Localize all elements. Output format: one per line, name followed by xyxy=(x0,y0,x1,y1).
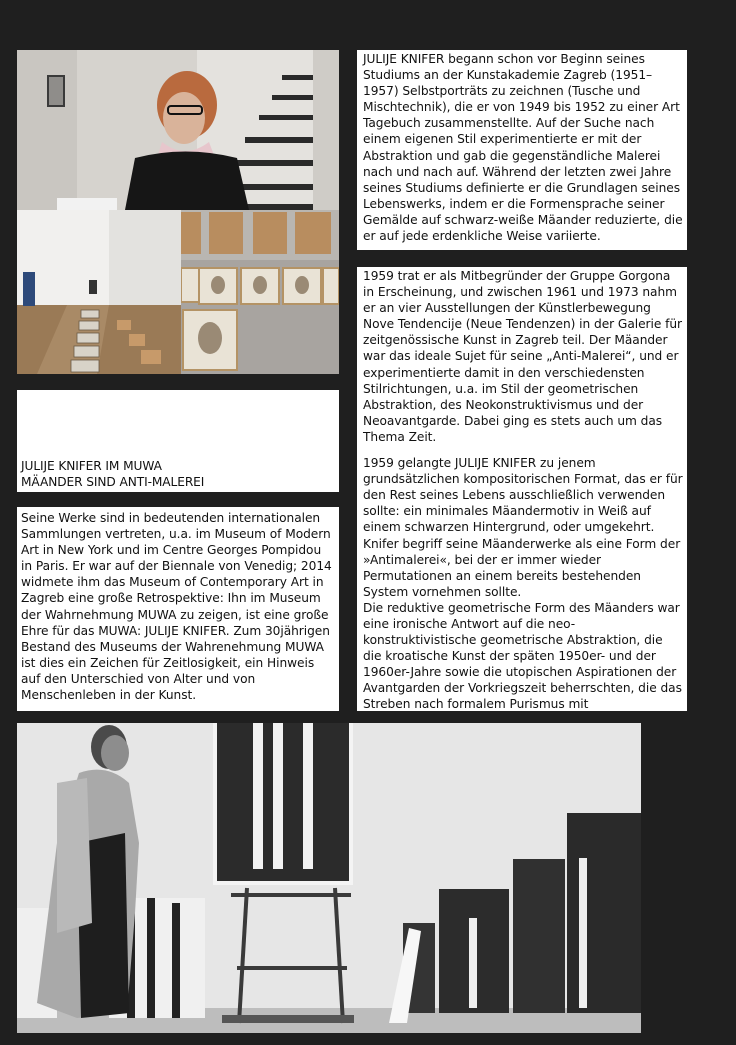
biography-paragraph-2: 1959 gelangte JULIJE KNIFER zu jenem grundsätzlichen kompositorischen Format, das er für den Rest seines Lebens ausschließlich verwenden sollte: ein minimales Mäandermotiv in Weiß auf einem schwarzen Hintergrund, oder umgekehrt. Knifer begriff seine Mäanderwerke als eine Form der »Antimalerei«, bei der er immer wieder Permutationen an einem bereits bestehenden System vornehmen sollte. xyxy=(363,456,683,599)
collections-paragraph: Seine Werke sind in bedeutenden internationalen Sammlungen vertreten, u.a. im Museum of Modern Art in New York und im Centre Georges Pompidou in Paris. Er war auf der Biennale von Venedig; 2014 widmete ihm das Museum of Contemporary Art in Zagreb eine große Retrospektive: Ihn im Museum der Wahrnehmung MUWA zu zeigen, ist eine große Ehre für das MUWA: JULIJE KNIFER. Zum 30jährigen Bestand des Museums der Wahrenehmung MUWA ist dies ein Zeichen für Zeitlosigkeit, ein Hinweis auf den Unterschied von Alter und von Menschenleben in der Kunst. xyxy=(21,511,332,703)
photo-framed-portraits xyxy=(181,210,339,374)
text-block-biography xyxy=(357,267,687,711)
biography-paragraph-3: Die reduktive geometrische Form des Mäanders war eine ironische Antwort auf die neo-konstruktivistische geometrische Abstraktion, die die kroatische Kunst der späten 1950er- und der 1960er-Jahre sowie die utopischen Aspirationen der Avantgarden der Vorkriegszeit beherrschten, die das Streben nach formalem Purismus mit xyxy=(363,600,682,711)
text-block-intro xyxy=(357,50,687,250)
caption-line-2: MÄANDER SIND ANTI-MALEREI xyxy=(21,474,205,489)
photo-artist-with-meanders xyxy=(17,723,641,1033)
caption-line-1: JULIJE KNIFER IM MUWA xyxy=(21,459,162,473)
caption-title xyxy=(21,459,204,490)
photo-woman-staircase xyxy=(17,50,339,210)
exhibition-caption xyxy=(17,390,339,492)
intro-paragraph: JULIJE KNIFER begann schon vor Beginn seines Studiums an der Kunstakademie Zagreb (1951–1957) Selbstporträts zu zeichnen (Tusche und Mischtechnik), die er von 1949 bis 1952 zu einer Art Tagebuch zusammenstellte. Auf der Suche nach einem eigenen Stil experimentierte er mit der Abstraktion und gab die gegenständliche Malerei nach und nach auf. Während der letzten zwei Jahre seines Studiums definierte er die Grundlagen seines Lebenswerks, indem er die Formensprache seiner Gemälde auf schwarz-weiße Mäander reduzierte, die er auf jede erdenkliche Weise variierte. xyxy=(363,52,683,244)
photo-gallery-room xyxy=(17,210,181,374)
text-block-collections xyxy=(17,507,339,711)
biography-paragraph-1: 1959 trat er als Mitbegründer der Gruppe Gorgona in Erscheinung, und zwischen 1961 und 1973 nahm er an vier Ausstellungen der Künstlerbewegung Nove Tendencije (Neue Tendenzen) in der Galerie für zeitgenössische Kunst in Zagreb teil. Der Mäander war das ideale Sujet für seine „Anti-Malerei“, und er experimentierte damit in den verschiedensten Stilrichtungen, u.a. im Stil der geometrischen Abstraktion, des Neokonstruktivismus und der Neoavantgarde. Dabei ging es stets auch um das Thema Zeit. xyxy=(363,269,682,444)
